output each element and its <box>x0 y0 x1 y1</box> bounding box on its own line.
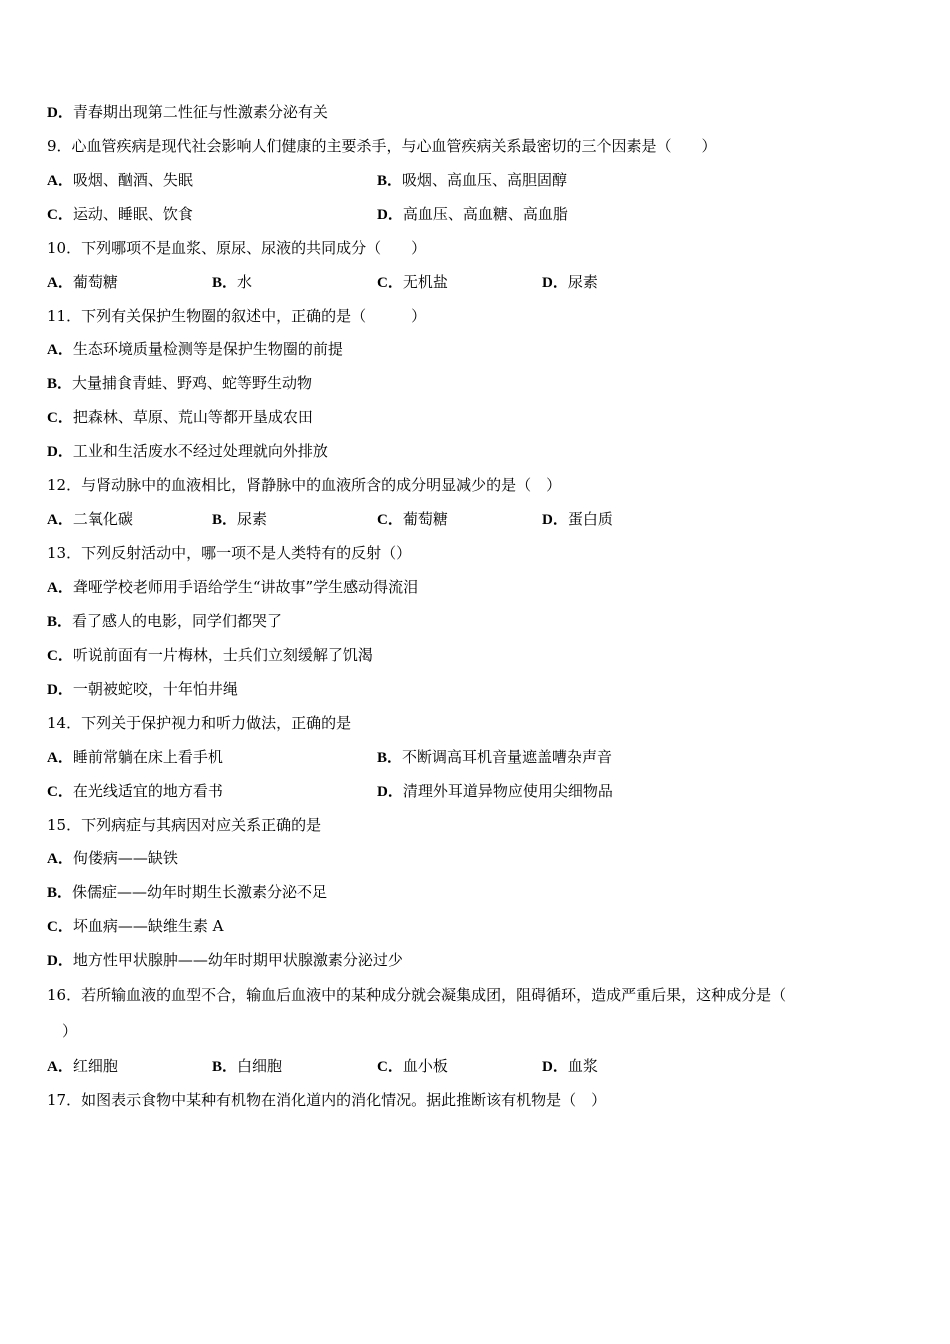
option-label: C． <box>47 784 73 800</box>
question-12: 12．与肾动脉中的血液相比，肾静脉中的血液所含的成分明显减少的是（ ） <box>47 476 562 494</box>
q16-option-c <box>377 1055 448 1078</box>
option-label: A． <box>47 1059 73 1075</box>
q15-option-a <box>47 847 178 869</box>
q15-option-d <box>47 949 403 971</box>
option-label: D． <box>47 953 73 969</box>
option-label: D． <box>47 682 73 698</box>
option-text: 吸烟、高血压、高胆固醇 <box>402 171 568 189</box>
q14-option-a <box>47 746 223 769</box>
question-14: 14．下列关于保护视力和听力做法，正确的是 <box>47 714 352 732</box>
option-label: B． <box>47 376 73 392</box>
option-text: 聋哑学校老师用手语给学生“讲故事”学生感动得流泪 <box>72 578 419 596</box>
q15-option-b <box>47 881 327 903</box>
option-text: 在光线适宜的地方看书 <box>72 782 223 800</box>
q13-option-b <box>47 610 282 632</box>
option-text: 大量捕食青蛙、野鸡、蛇等野生动物 <box>72 374 313 392</box>
q11-option-a <box>47 338 343 360</box>
option-label: C． <box>377 512 403 528</box>
option-text: 坏血病——缺维生素 A <box>72 917 224 935</box>
q8-option-d <box>47 101 328 123</box>
q12-option-a <box>47 508 133 531</box>
question-15: 15．下列病症与其病因对应关系正确的是 <box>47 816 322 834</box>
q10-option-c <box>377 271 448 294</box>
option-label: A． <box>47 173 73 189</box>
option-label: D． <box>47 105 73 121</box>
q13-option-d <box>47 678 238 700</box>
option-text: 血小板 <box>402 1057 448 1075</box>
option-text: 听说前面有一片梅林，士兵们立刻缓解了饥渴 <box>72 646 373 664</box>
option-text: 运动、睡眠、饮食 <box>72 205 193 223</box>
q12-options <box>47 508 907 530</box>
q9-option-b <box>377 169 567 192</box>
option-text: 吸烟、酗酒、失眠 <box>72 171 193 189</box>
option-label: C． <box>377 1059 403 1075</box>
q9-options-row1 <box>47 169 907 191</box>
q10-option-d <box>542 271 598 294</box>
q14-option-d <box>377 780 613 803</box>
option-text: 尿素 <box>567 273 598 291</box>
option-label: C． <box>47 919 73 935</box>
q16-option-d <box>542 1055 598 1078</box>
q14-option-c <box>47 780 223 803</box>
question-17: 17．如图表示食物中某种有机物在消化道内的消化情况。据此推断该有机物是（ ） <box>47 1091 607 1109</box>
q12-option-c <box>377 508 448 531</box>
option-text: 清理外耳道异物应使用尖细物品 <box>402 782 613 800</box>
option-text: 看了感人的电影，同学们都哭了 <box>72 612 283 630</box>
option-text: 无机盐 <box>402 273 448 291</box>
question-16: 16．若所输血液的血型不合，输血后血液中的某种成分就会凝集成团，阻碍循环，造成严重后果，这种成分是（ <box>47 986 787 1004</box>
option-text: 青春期出现第二性征与性激素分泌有关 <box>72 103 328 121</box>
option-text: 葡萄糖 <box>402 510 448 528</box>
option-label: A． <box>47 851 73 867</box>
option-text: 侏儒症——幼年时期生长激素分泌不足 <box>72 883 328 901</box>
q9-option-c <box>47 203 193 226</box>
q9-options-row2 <box>47 203 907 225</box>
q11-option-d <box>47 440 328 462</box>
option-label: D． <box>542 275 568 291</box>
option-label: C． <box>377 275 403 291</box>
option-label: D． <box>542 1059 568 1075</box>
option-text: 睡前常躺在床上看手机 <box>72 748 223 766</box>
q14-option-b <box>377 746 612 769</box>
option-label: B． <box>377 173 403 189</box>
option-label: A． <box>47 580 73 596</box>
q11-option-c <box>47 406 313 428</box>
option-label: C． <box>47 648 73 664</box>
q14-options-row1 <box>47 746 907 768</box>
option-label: B． <box>212 1059 238 1075</box>
q12-option-d <box>542 508 613 531</box>
option-label: A． <box>47 512 73 528</box>
option-text: 血浆 <box>567 1057 598 1075</box>
option-label: B． <box>212 275 238 291</box>
q16-option-b <box>212 1055 282 1078</box>
question-9: 9．心血管疾病是现代社会影响人们健康的主要杀手，与心血管疾病关系最密切的三个因素是（ ） <box>47 137 717 155</box>
option-text: 佝偻病——缺铁 <box>72 849 178 867</box>
option-text: 白细胞 <box>237 1057 283 1075</box>
q10-option-a <box>47 271 118 294</box>
option-label: D． <box>377 207 403 223</box>
q9-option-d <box>377 203 568 226</box>
option-label: A． <box>47 342 73 358</box>
q15-option-c <box>47 915 223 937</box>
option-label: B． <box>377 750 403 766</box>
option-text: 工业和生活废水不经过处理就向外排放 <box>72 442 328 460</box>
option-label: B． <box>47 885 73 901</box>
option-text: 二氧化碳 <box>72 510 133 528</box>
option-label: D． <box>47 444 73 460</box>
option-label: A． <box>47 750 73 766</box>
option-label: B． <box>47 614 73 630</box>
option-label: A． <box>47 275 73 291</box>
option-label: D． <box>377 784 403 800</box>
option-label: C． <box>47 410 73 426</box>
q14-options-row2 <box>47 780 907 802</box>
question-13: 13．下列反射活动中，哪一项不是人类特有的反射（） <box>47 544 412 562</box>
option-text: 尿素 <box>237 510 268 528</box>
q10-option-b <box>212 271 252 294</box>
q9-option-a <box>47 169 193 192</box>
q13-option-a <box>47 576 418 598</box>
option-text: 水 <box>237 273 253 291</box>
option-label: C． <box>47 207 73 223</box>
q12-option-b <box>212 508 267 531</box>
option-text: 不断调高耳机音量遮盖嘈杂声音 <box>402 748 613 766</box>
question-11: 11．下列有关保护生物圈的叙述中，正确的是（ ） <box>47 307 427 325</box>
option-text: 把森林、草原、荒山等都开垦成农田 <box>72 408 313 426</box>
option-text: 蛋白质 <box>567 510 613 528</box>
option-text: 葡萄糖 <box>72 273 118 291</box>
option-label: B． <box>212 512 238 528</box>
question-16-continuation: ） <box>62 1022 78 1040</box>
option-text: 生态环境质量检测等是保护生物圈的前提 <box>72 340 343 358</box>
q16-options <box>47 1055 907 1077</box>
option-text: 地方性甲状腺肿——幼年时期甲状腺激素分泌过少 <box>72 951 403 969</box>
question-10: 10．下列哪项不是血浆、原尿、尿液的共同成分（ ） <box>47 239 427 257</box>
q11-option-b <box>47 372 312 394</box>
option-text: 红细胞 <box>72 1057 118 1075</box>
q10-options <box>47 271 907 293</box>
q13-option-c <box>47 644 373 666</box>
option-text: 高血压、高血糖、高血脂 <box>402 205 568 223</box>
option-text: 一朝被蛇咬，十年怕井绳 <box>72 680 238 698</box>
option-label: D． <box>542 512 568 528</box>
q16-option-a <box>47 1055 118 1078</box>
